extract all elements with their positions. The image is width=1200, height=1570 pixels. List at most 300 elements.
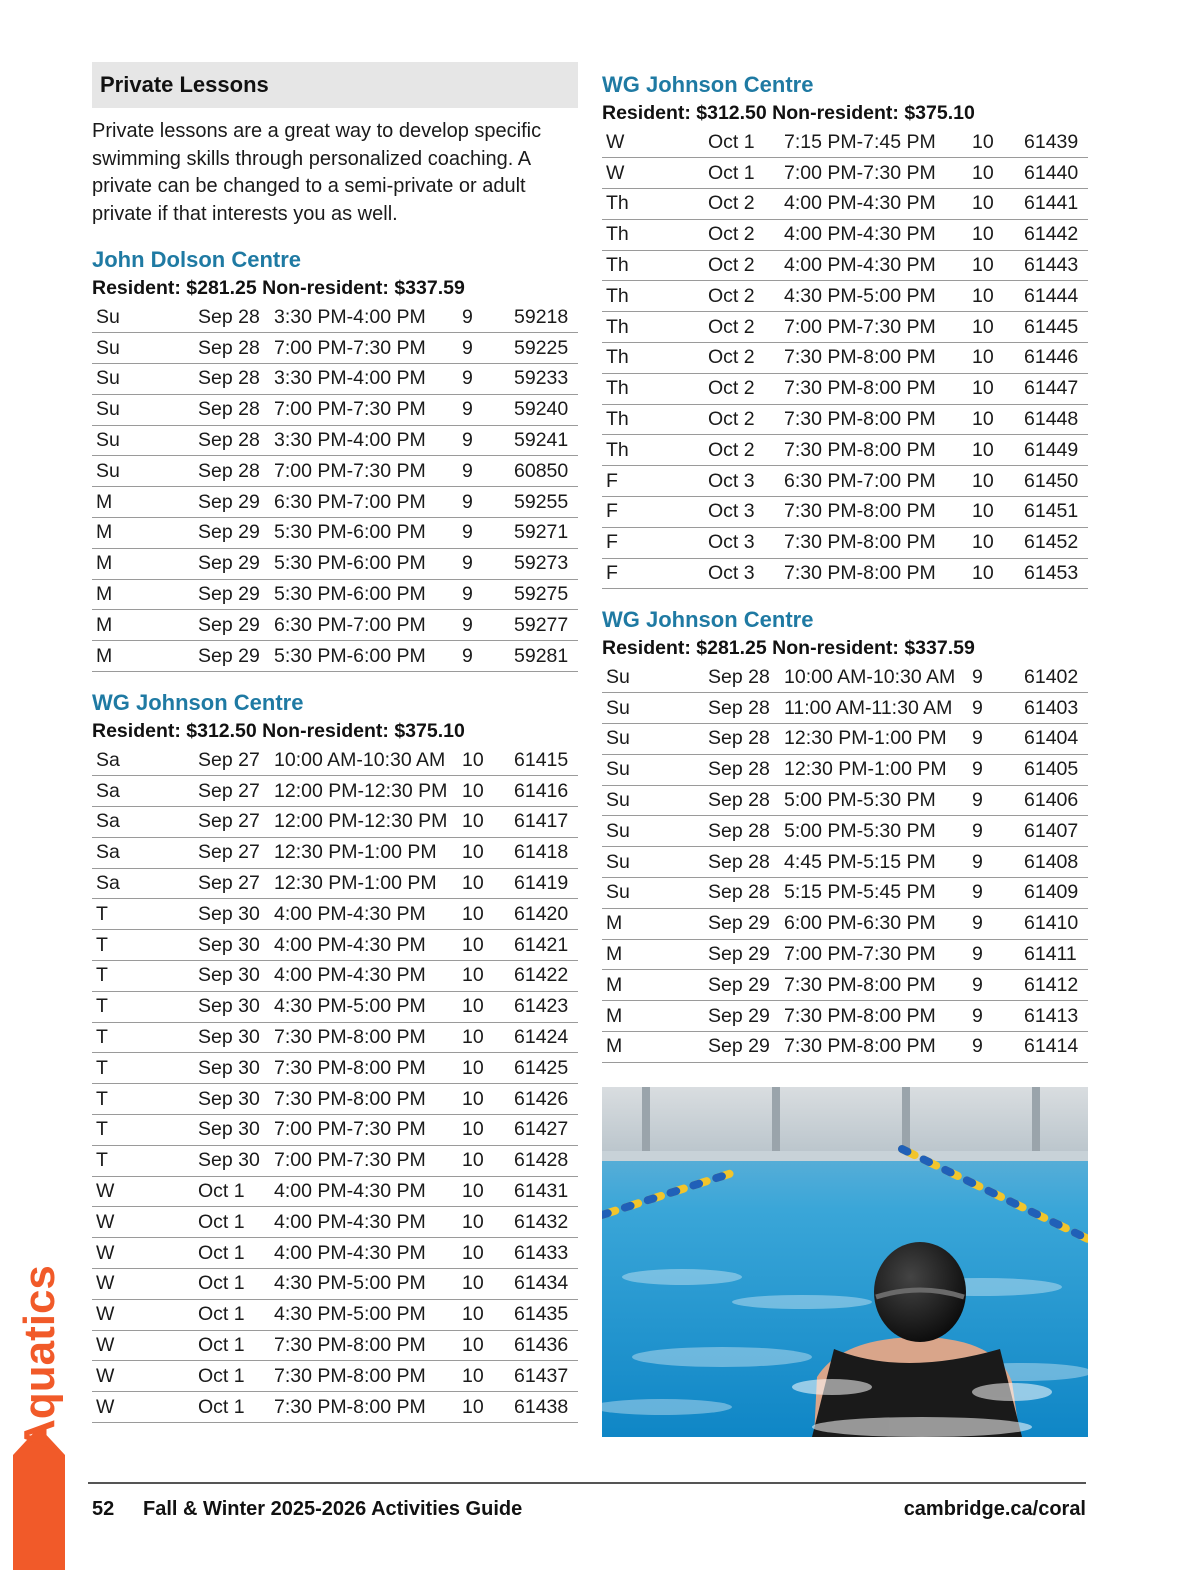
swimmer-photo [602,1087,1088,1437]
date-cell: Oct 3 [704,558,780,589]
time-cell: 4:00 PM-4:30 PM [780,250,968,281]
barcode-cell: 61404 [1020,724,1088,755]
table-row [92,610,578,641]
time-cell: 4:00 PM-4:30 PM [270,1238,458,1269]
date-cell: Oct 2 [704,281,780,312]
day-cell: F [602,527,704,558]
day-cell: W [92,1392,194,1423]
barcode-cell: 61406 [1020,785,1088,816]
time-cell: 3:30 PM-4:00 PM [270,425,458,456]
sessions-cell: 9 [458,302,510,333]
sessions-cell: 10 [968,189,1020,220]
footer-url: cambridge.ca/coral [903,1498,1086,1520]
day-cell: Su [602,847,704,878]
date-cell: Sep 30 [194,1022,270,1053]
barcode-cell: 59255 [510,487,578,518]
date-cell: Oct 2 [704,435,780,466]
table-row [602,558,1088,589]
intro-paragraph: Private lessons are a great way to develop specific swimming skills through personalized coaching. A private can be changed to a semi-private or adult private if that interests you as well. [92,120,542,225]
barcode-cell: 61449 [1020,435,1088,466]
barcode-cell: 59225 [510,333,578,364]
date-cell: Sep 27 [194,776,270,807]
sessions-cell: 9 [458,487,510,518]
date-cell: Sep 30 [194,1084,270,1115]
table-row [602,189,1088,220]
date-cell: Sep 28 [194,333,270,364]
time-cell: 4:00 PM-4:30 PM [270,1176,458,1207]
sessions-cell: 10 [458,991,510,1022]
sessions-cell: 9 [458,364,510,395]
day-cell: Th [602,343,704,374]
time-cell: 7:30 PM-8:00 PM [780,373,968,404]
date-cell: Oct 2 [704,373,780,404]
date-cell: Oct 1 [194,1299,270,1330]
time-cell: 7:00 PM-7:30 PM [780,158,968,189]
time-cell: 7:30 PM-8:00 PM [270,1053,458,1084]
sessions-cell: 10 [968,527,1020,558]
sessions-cell: 10 [968,281,1020,312]
sessions-cell: 9 [458,394,510,425]
barcode-cell: 59233 [510,364,578,395]
table-row [92,930,578,961]
sessions-cell: 10 [458,1176,510,1207]
sessions-cell: 10 [458,1392,510,1423]
time-cell: 7:30 PM-8:00 PM [270,1084,458,1115]
table-row [92,899,578,930]
schedule-table [602,662,1088,1063]
schedule-block-john-dolson [92,246,578,672]
day-cell: T [92,1115,194,1146]
sessions-cell: 10 [968,158,1020,189]
barcode-cell: 61434 [510,1269,578,1300]
sessions-cell: 10 [458,868,510,899]
date-cell: Sep 30 [194,1115,270,1146]
barcode-cell: 61440 [1020,158,1088,189]
table-row [92,394,578,425]
barcode-cell: 61428 [510,1145,578,1176]
centre-name: WG Johnson Centre [92,690,304,715]
day-cell: T [92,1022,194,1053]
date-cell: Sep 28 [194,302,270,333]
date-cell: Sep 27 [194,745,270,776]
barcode-cell: 61436 [510,1330,578,1361]
time-cell: 11:00 AM-11:30 AM [780,693,968,724]
day-cell: Su [92,333,194,364]
date-cell: Sep 29 [194,641,270,672]
sessions-cell: 10 [968,466,1020,497]
time-cell: 5:00 PM-5:30 PM [780,816,968,847]
barcode-cell: 61407 [1020,816,1088,847]
time-cell: 7:30 PM-8:00 PM [270,1330,458,1361]
barcode-cell: 61417 [510,807,578,838]
table-row [92,1269,578,1300]
day-cell: M [92,518,194,549]
barcode-cell: 61451 [1020,497,1088,528]
date-cell: Sep 29 [704,1032,780,1063]
table-row [602,466,1088,497]
date-cell: Sep 30 [194,930,270,961]
table-row [602,908,1088,939]
date-cell: Sep 29 [194,518,270,549]
day-cell: Sa [92,807,194,838]
time-cell: 7:00 PM-7:30 PM [780,312,968,343]
table-row [92,1053,578,1084]
sessions-cell: 9 [968,724,1020,755]
table-row [602,281,1088,312]
guide-title: Fall & Winter 2025-2026 Activities Guide [143,1498,523,1520]
date-cell: Sep 30 [194,1145,270,1176]
date-cell: Sep 28 [194,394,270,425]
date-cell: Sep 28 [704,785,780,816]
barcode-cell: 59271 [510,518,578,549]
centre-name: John Dolson Centre [92,247,302,272]
sessions-cell: 9 [968,878,1020,909]
day-cell: W [92,1238,194,1269]
time-cell: 7:30 PM-8:00 PM [780,497,968,528]
barcode-cell: 61402 [1020,662,1088,693]
table-row [92,1392,578,1423]
day-cell: M [602,1032,704,1063]
sessions-cell: 10 [968,250,1020,281]
barcode-cell: 61413 [1020,1001,1088,1032]
day-cell: W [92,1330,194,1361]
day-cell: Th [602,250,704,281]
date-cell: Oct 3 [704,497,780,528]
page-number: 52 [92,1498,115,1520]
time-cell: 7:15 PM-7:45 PM [780,127,968,158]
time-cell: 12:30 PM-1:00 PM [780,724,968,755]
sessions-cell: 10 [458,899,510,930]
date-cell: Sep 30 [194,1053,270,1084]
barcode-cell: 61442 [1020,219,1088,250]
sessions-cell: 9 [968,693,1020,724]
sessions-cell: 10 [968,404,1020,435]
sessions-cell: 10 [458,837,510,868]
section-heading: Private Lessons [92,62,578,108]
table-row [92,776,578,807]
sessions-cell: 10 [968,497,1020,528]
sessions-cell: 9 [968,908,1020,939]
time-cell: 7:30 PM-8:00 PM [270,1022,458,1053]
table-row [92,518,578,549]
day-cell: M [92,487,194,518]
sessions-cell: 10 [458,1207,510,1238]
date-cell: Sep 29 [194,487,270,518]
table-row [92,579,578,610]
day-cell: T [92,991,194,1022]
table-row [92,807,578,838]
barcode-cell: 61444 [1020,281,1088,312]
date-cell: Sep 30 [194,899,270,930]
time-cell: 5:30 PM-6:00 PM [270,548,458,579]
date-cell: Oct 1 [194,1176,270,1207]
date-cell: Sep 28 [194,425,270,456]
sessions-cell: 9 [458,610,510,641]
barcode-cell: 59241 [510,425,578,456]
time-cell: 5:15 PM-5:45 PM [780,878,968,909]
time-cell: 5:30 PM-6:00 PM [270,641,458,672]
table-row [602,878,1088,909]
day-cell: Th [602,373,704,404]
table-row [92,991,578,1022]
footer-divider [88,1482,1086,1484]
day-cell: M [602,908,704,939]
sessions-cell: 10 [458,1022,510,1053]
fees: Resident: $312.50 Non-resident: $375.10 [602,102,975,124]
sessions-cell: 9 [458,425,510,456]
sessions-cell: 10 [458,1269,510,1300]
day-cell: M [602,939,704,970]
sessions-cell: 9 [458,518,510,549]
day-cell: T [92,899,194,930]
date-cell: Sep 30 [194,961,270,992]
table-row [92,1084,578,1115]
date-cell: Sep 29 [704,970,780,1001]
date-cell: Sep 28 [704,878,780,909]
table-row [602,1032,1088,1063]
date-cell: Oct 2 [704,219,780,250]
date-cell: Sep 28 [704,816,780,847]
fees: Resident: $312.50 Non-resident: $375.10 [92,720,465,742]
day-cell: F [602,558,704,589]
time-cell: 5:30 PM-6:00 PM [270,579,458,610]
barcode-cell: 61447 [1020,373,1088,404]
table-row [602,219,1088,250]
sessions-cell: 10 [458,961,510,992]
time-cell: 7:30 PM-8:00 PM [780,404,968,435]
time-cell: 4:00 PM-4:30 PM [270,1207,458,1238]
sessions-cell: 10 [458,1084,510,1115]
barcode-cell: 61448 [1020,404,1088,435]
date-cell: Oct 1 [194,1238,270,1269]
day-cell: Su [92,425,194,456]
table-row [602,250,1088,281]
day-cell: M [602,970,704,1001]
barcode-cell: 61415 [510,745,578,776]
day-cell: Th [602,435,704,466]
barcode-cell: 61411 [1020,939,1088,970]
day-cell: T [92,1145,194,1176]
time-cell: 7:30 PM-8:00 PM [780,435,968,466]
date-cell: Sep 29 [704,939,780,970]
time-cell: 6:00 PM-6:30 PM [780,908,968,939]
sessions-cell: 10 [968,312,1020,343]
sessions-cell: 10 [458,930,510,961]
barcode-cell: 61409 [1020,878,1088,909]
table-row [92,1022,578,1053]
day-cell: Su [92,394,194,425]
time-cell: 7:30 PM-8:00 PM [270,1361,458,1392]
barcode-cell: 61414 [1020,1032,1088,1063]
barcode-cell: 61433 [510,1238,578,1269]
day-cell: Su [92,456,194,487]
table-row [92,837,578,868]
sessions-cell: 10 [968,343,1020,374]
barcode-cell: 59275 [510,579,578,610]
day-cell: Su [602,693,704,724]
barcode-cell: 61421 [510,930,578,961]
table-row [602,847,1088,878]
table-row [92,868,578,899]
date-cell: Sep 30 [194,991,270,1022]
barcode-cell: 60850 [510,456,578,487]
table-row [92,456,578,487]
day-cell: Su [92,364,194,395]
barcode-cell: 61426 [510,1084,578,1115]
time-cell: 10:00 AM-10:30 AM [780,662,968,693]
date-cell: Oct 1 [194,1269,270,1300]
date-cell: Sep 28 [704,693,780,724]
table-row [602,1001,1088,1032]
time-cell: 3:30 PM-4:00 PM [270,364,458,395]
day-cell: T [92,1053,194,1084]
sessions-cell: 10 [458,1115,510,1146]
date-cell: Oct 2 [704,343,780,374]
day-cell: Su [602,816,704,847]
time-cell: 4:45 PM-5:15 PM [780,847,968,878]
sessions-cell: 10 [968,435,1020,466]
date-cell: Sep 27 [194,837,270,868]
sessions-cell: 10 [458,745,510,776]
barcode-cell: 61437 [510,1361,578,1392]
time-cell: 6:30 PM-7:00 PM [270,487,458,518]
centre-name: WG Johnson Centre [602,607,814,632]
day-cell: Su [602,878,704,909]
table-row [602,312,1088,343]
barcode-cell: 61420 [510,899,578,930]
time-cell: 4:00 PM-4:30 PM [270,899,458,930]
day-cell: Su [602,754,704,785]
barcode-cell: 61405 [1020,754,1088,785]
table-row [602,939,1088,970]
table-row [602,497,1088,528]
date-cell: Sep 29 [704,1001,780,1032]
table-row [602,724,1088,755]
time-cell: 12:00 PM-12:30 PM [270,776,458,807]
time-cell: 4:30 PM-5:00 PM [270,991,458,1022]
barcode-cell: 61425 [510,1053,578,1084]
barcode-cell: 61439 [1020,127,1088,158]
date-cell: Sep 27 [194,807,270,838]
barcode-cell: 61443 [1020,250,1088,281]
table-row [92,364,578,395]
schedule-table [92,302,578,672]
date-cell: Oct 1 [704,158,780,189]
sessions-cell: 9 [968,1001,1020,1032]
barcode-cell: 61431 [510,1176,578,1207]
date-cell: Sep 28 [194,456,270,487]
time-cell: 7:30 PM-8:00 PM [780,343,968,374]
fees: Resident: $281.25 Non-resident: $337.59 [602,637,975,659]
table-row [602,785,1088,816]
schedule-block-wg-johnson-3 [602,606,1088,1063]
barcode-cell: 59273 [510,548,578,579]
sessions-cell: 9 [968,1032,1020,1063]
barcode-cell: 61422 [510,961,578,992]
day-cell: Th [602,281,704,312]
date-cell: Sep 28 [704,724,780,755]
time-cell: 7:30 PM-8:00 PM [270,1392,458,1423]
schedule-block-wg-johnson-2 [602,71,1088,589]
table-row [602,158,1088,189]
time-cell: 6:30 PM-7:00 PM [270,610,458,641]
day-cell: M [92,641,194,672]
time-cell: 7:00 PM-7:30 PM [270,1115,458,1146]
barcode-cell: 61446 [1020,343,1088,374]
day-cell: W [602,158,704,189]
sessions-cell: 9 [458,333,510,364]
fees: Resident: $281.25 Non-resident: $337.59 [92,277,465,299]
day-cell: Su [92,302,194,333]
sessions-cell: 9 [968,970,1020,1001]
barcode-cell: 61418 [510,837,578,868]
day-cell: T [92,961,194,992]
sessions-cell: 9 [458,641,510,672]
day-cell: Sa [92,837,194,868]
day-cell: Sa [92,776,194,807]
time-cell: 12:30 PM-1:00 PM [270,837,458,868]
time-cell: 7:00 PM-7:30 PM [780,939,968,970]
sessions-cell: 10 [458,807,510,838]
table-row [92,487,578,518]
table-row [92,1176,578,1207]
day-cell: T [92,1084,194,1115]
table-row [602,127,1088,158]
day-cell: M [602,1001,704,1032]
day-cell: M [92,579,194,610]
sessions-cell: 10 [458,1145,510,1176]
date-cell: Sep 27 [194,868,270,899]
table-row [92,1145,578,1176]
schedule-table [92,745,578,1423]
schedule-table [602,127,1088,589]
sessions-cell: 9 [458,579,510,610]
table-row [602,754,1088,785]
day-cell: Sa [92,745,194,776]
date-cell: Oct 1 [194,1392,270,1423]
table-row [92,302,578,333]
barcode-cell: 61416 [510,776,578,807]
table-row [92,961,578,992]
day-cell: W [92,1361,194,1392]
side-tab [13,1455,65,1570]
day-cell: Th [602,219,704,250]
barcode-cell: 59240 [510,394,578,425]
time-cell: 4:00 PM-4:30 PM [780,189,968,220]
sessions-cell: 9 [968,816,1020,847]
time-cell: 12:00 PM-12:30 PM [270,807,458,838]
time-cell: 7:30 PM-8:00 PM [780,1001,968,1032]
table-row [92,333,578,364]
date-cell: Oct 3 [704,527,780,558]
day-cell: W [602,127,704,158]
time-cell: 4:00 PM-4:30 PM [270,930,458,961]
sessions-cell: 10 [458,1299,510,1330]
day-cell: T [92,930,194,961]
sessions-cell: 10 [458,1238,510,1269]
time-cell: 7:30 PM-8:00 PM [780,970,968,1001]
date-cell: Sep 28 [194,364,270,395]
sessions-cell: 10 [458,776,510,807]
table-row [92,1299,578,1330]
day-cell: M [92,610,194,641]
table-row [92,745,578,776]
time-cell: 4:00 PM-4:30 PM [780,219,968,250]
table-row [602,970,1088,1001]
barcode-cell: 61423 [510,991,578,1022]
day-cell: Th [602,189,704,220]
sessions-cell: 9 [968,847,1020,878]
